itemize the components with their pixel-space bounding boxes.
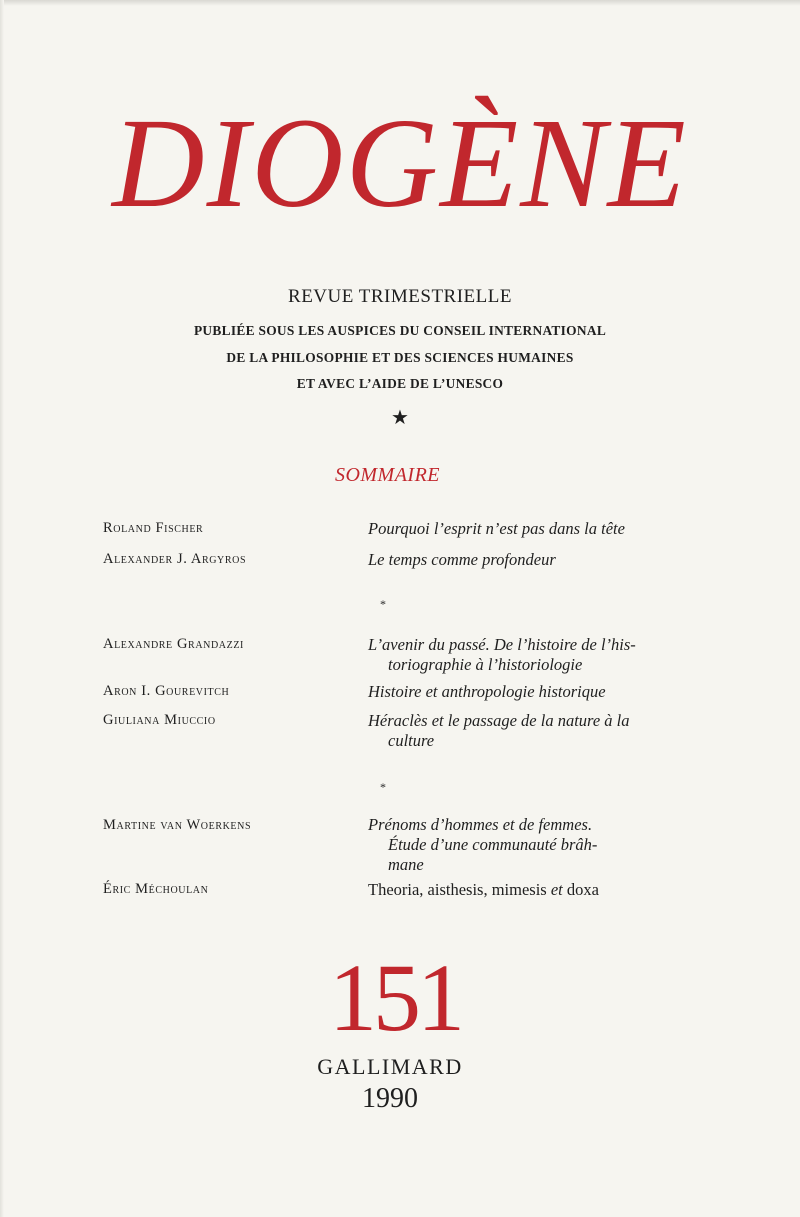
paper-top-edge xyxy=(0,0,800,6)
journal-subtitle: REVUE TRIMESTRIELLE xyxy=(288,286,512,307)
entry-author: Martine van Woerkens xyxy=(103,817,252,833)
entry-author: Éric Méchoulan xyxy=(103,881,209,897)
entry-title xyxy=(368,815,680,875)
entry-title: Histoire et anthropologie historique xyxy=(368,682,606,701)
entry-title-line: L’avenir du passé. De l’histoire de l’his- xyxy=(368,635,636,654)
entry-author: Giuliana Miuccio xyxy=(103,712,216,728)
sommaire-heading: SOMMAIRE xyxy=(334,464,441,486)
publisher-name: GALLIMARD xyxy=(317,1054,463,1079)
entry-title-line: Héraclès et le passage de la nature à la xyxy=(368,711,630,730)
entry-title-line: mane xyxy=(388,855,424,874)
auspices-line-1: PUBLIÉE SOUS LES AUSPICES DU CONSEIL INTERNATIONAL xyxy=(193,323,607,338)
entry-author: Aron I. Gourevitch xyxy=(103,683,230,699)
journal-masthead: DIOGÈNE xyxy=(112,92,688,234)
entry-title: Pourquoi l’esprit n’est pas dans la tête xyxy=(368,519,625,538)
entry-author: Alexandre Grandazzi xyxy=(103,636,244,652)
issue-number: 151 xyxy=(329,944,461,1051)
entry-title-line: culture xyxy=(388,731,435,750)
section-separator: * xyxy=(380,597,386,611)
entry-title-part: Theoria, aisthesis, mimesis xyxy=(368,880,551,899)
entry-author: Roland Fischer xyxy=(103,520,204,536)
section-separator: * xyxy=(380,780,386,794)
star-ornament-icon: ★ xyxy=(391,407,409,429)
entry-title xyxy=(368,880,680,900)
entry-title-part: doxa xyxy=(562,880,599,899)
auspices-line-2: DE LA PHILOSOPHIE ET DES SCIENCES HUMAINES xyxy=(226,350,574,365)
publication-year: 1990 xyxy=(362,1083,418,1114)
entry-title-line: toriographie à l’historiologie xyxy=(388,655,583,674)
entry-author: Alexander J. Argyros xyxy=(103,551,247,567)
entry-title-line: Étude d’une communauté brâh- xyxy=(388,835,598,854)
auspices-line-3: ET AVEC L’AIDE DE L’UNESCO xyxy=(296,376,504,391)
entry-title xyxy=(368,711,680,751)
entry-title-line: Prénoms d’hommes et de femmes. xyxy=(368,815,593,834)
entry-title-part: et xyxy=(550,880,563,899)
entry-title xyxy=(368,635,680,675)
entry-title: Le temps comme profondeur xyxy=(368,550,556,569)
